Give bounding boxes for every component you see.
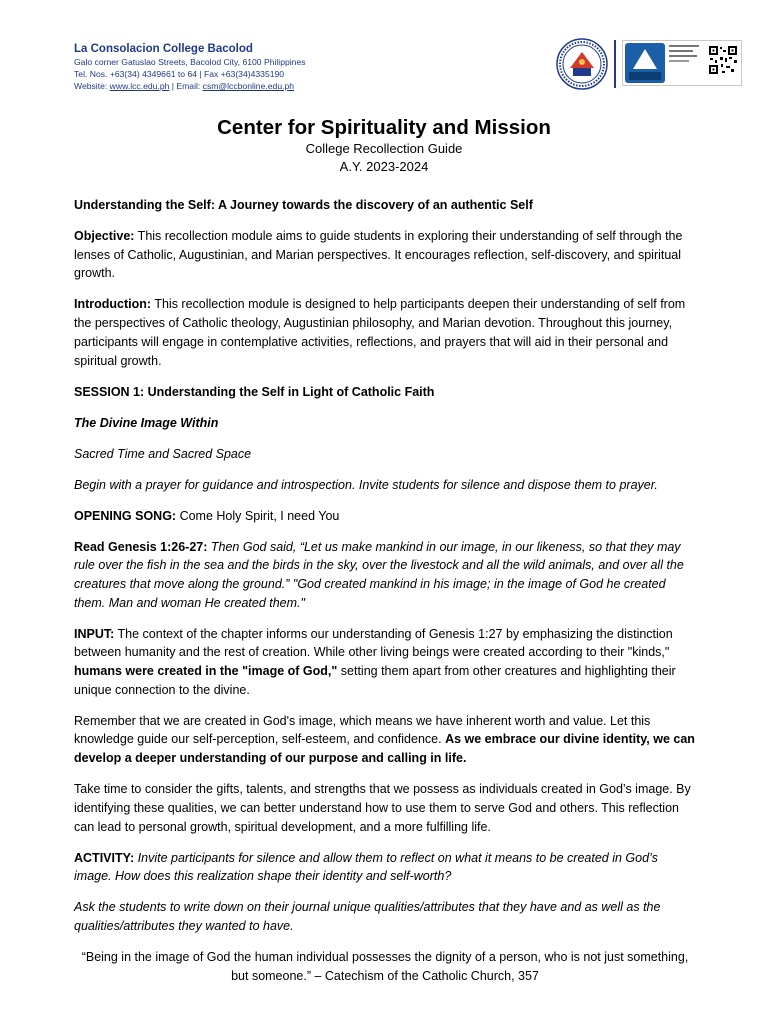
introduction-label: Introduction: [74,297,152,312]
objective-text: This recollection module aims to guide students in exploring their understanding of self through the lenses of Catholic, Augustinian, and Marian perspectives. It encourages reflection, self-discovery, and spiritual growth. [74,229,683,281]
reading-paragraph [74,538,696,613]
gifts-paragraph: Take time to consider the gifts, talents, and strengths that we possess as individuals created in God’s image. By identifying these qualities, we can better understand how to use them to serve God and others. This reflection can lead to personal growth, spiritual development, and a more fulfilling life. [74,782,691,834]
college-phone: Tel. Nos. +63(34) 4349661 to 64 | Fax +63(34)4335190 [74,69,285,79]
module-title: Understanding the Self: A Journey towards the discovery of an authentic Self [74,198,533,212]
session-heading: SESSION 1: Understanding the Self in Light of Catholic Faith [74,384,435,399]
email-prefix: | Email: [169,81,203,91]
input-paragraph [74,625,696,700]
website-link[interactable]: www.lcc.edu.ph [109,81,170,91]
academic-year: A.Y. 2023-2024 [339,159,429,174]
introduction-paragraph [74,295,696,370]
reading-label: Read Genesis 1:26-27: [74,539,208,554]
page-subtitle: College Recollection Guide [305,141,463,156]
college-address: Galo corner Gatuslao Streets, Bacolod City, 6100 Philippines [74,57,306,67]
email-link[interactable]: csm@lccbonline.edu.ph [202,81,295,91]
logo-strip [556,38,742,90]
objective-paragraph [74,227,696,283]
input-bold-text: humans were created in the "image of God," [74,664,338,679]
remember-paragraph [74,712,696,768]
remember-bold-text: As we embrace our divine identity, we can develop a deeper understanding of our purpose and calling in life. [74,732,695,766]
sacred-time-line: Sacred Time and Sacred Space [74,446,252,461]
catechism-quote: “Being in the image of God the human individual possesses the dignity of a person, who is not just something, but someone.” – Catechism of the Catholic Church, 357 [81,949,689,983]
activity-text: Invite participants for silence and allow them to reflect on what it means to be created in God’s image. How does this realization shape their identity and self-worth? [74,850,658,884]
introduction-text: This recollection module is designed to help participants deepen their understanding of self from the perspectives of Catholic theology, Augustinian philosophy, and Marian devotion. Throughout this journey, participants will engage in contemplative activities, reflections, and prayers that will aid in their personal and spiritual growth. [74,297,686,368]
opening-song-text: Come Holy Spirit, I need You [176,508,340,523]
activity-label: ACTIVITY: [74,850,135,865]
document-body [74,196,696,998]
iso-certification-badge [622,40,742,86]
section-heading: The Divine Image Within [74,415,219,430]
input-label: INPUT: [74,626,115,641]
journal-instruction: Ask the students to write down on their journal unique qualities/attributes that they have and as well as the qualities/attributes they wanted to have. [74,900,661,933]
input-text-2: setting them apart from other creatures and highlighting their unique connection to the divine. [74,664,676,697]
college-name: La Consolacion College Bacolod [74,43,253,55]
college-seal-icon [556,38,608,90]
iso-label-icon [669,44,703,66]
website-prefix: Website: [74,81,110,91]
prayer-instruction: Begin with a prayer for guidance and introspection. Invite students for silence and dispose them to prayer. [74,477,658,492]
reading-text: Then God said, “Let us make mankind in our image, in our likeness, so that they may rule over the fish in the sea and the birds in the sky, over the livestock and all the wild animals, and over all the creatures that move along the ground.” "God created mankind in his image; in the image of God he created them. Man and woman He created them." [74,539,684,610]
page-title: Center for Spirituality and Mission [217,116,551,139]
qr-code-icon [708,45,738,75]
activity-paragraph [74,849,696,886]
input-text-1: The context of the chapter informs our understanding of Genesis 1:27 by emphasizing the distinction between humanity and the rest of creation. While other living beings were created according to their "kinds," [74,626,673,660]
opening-song-label: OPENING SONG: [74,508,177,523]
tuv-certified-icon [625,43,665,83]
objective-label: Objective: [74,229,135,243]
remember-text: Remember that we are created in God's image, which means we have inherent worth and value. Let this knowledge guide our self-perception, self-esteem, and confidence. [74,713,651,747]
logo-divider [614,40,616,88]
opening-song-paragraph [74,507,696,526]
